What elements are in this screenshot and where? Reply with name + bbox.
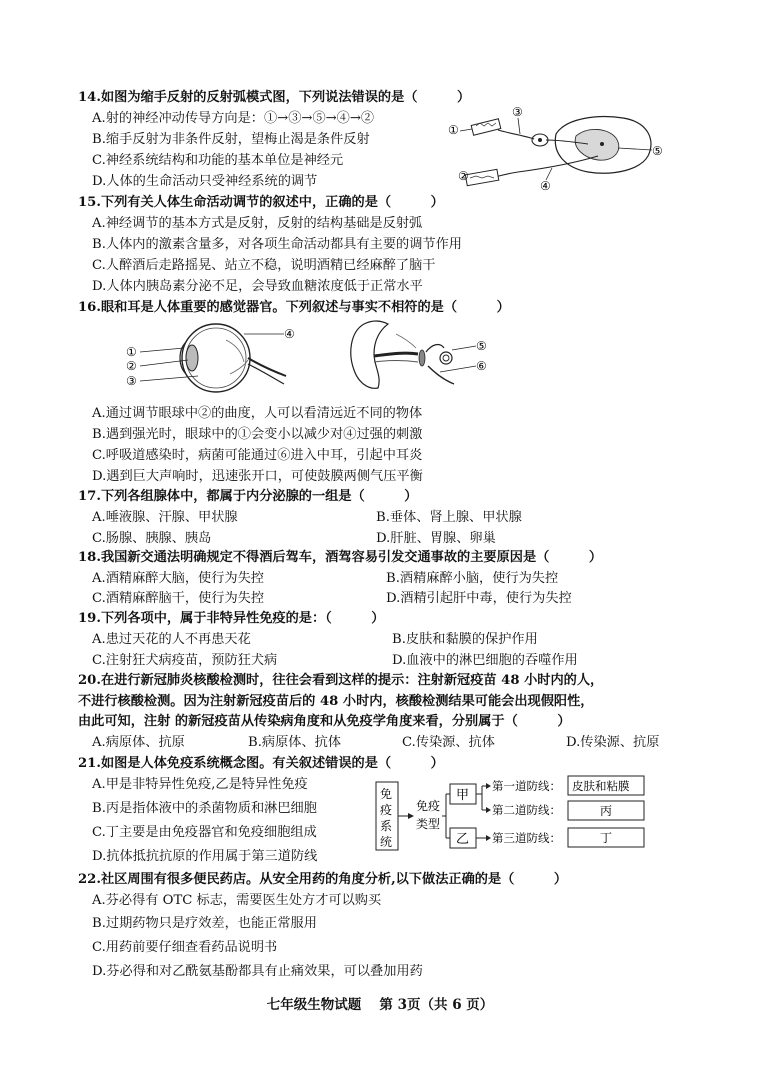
- question-14-option-a: A.射的神经冲动传导方向是：①→③→⑤→④→②: [92, 111, 375, 126]
- question-18-option-b: B.酒精麻醉小脑，使行为失控: [386, 571, 559, 586]
- question-21-option-c: C.丁主要是由免疫器官和免疫细胞组成: [92, 825, 317, 840]
- question-18-stem: 18.我国新交通法明确规定不得酒后驾车，酒驾容易引发交通事故的主要原因是（ ）: [78, 550, 603, 565]
- question-18-option-a: A.酒精麻醉大脑，使行为失控: [92, 571, 264, 586]
- question-22-stem: 22.社区周围有很多便民药店。从安全用药的角度分析,以下做法正确的是（ ）: [78, 872, 568, 887]
- reflex-label-1: ①: [448, 123, 459, 137]
- question-20-option-c: C.传染源、抗体: [402, 735, 495, 750]
- question-17-option-d: D.肝脏、胃腺、卵巢: [376, 531, 496, 546]
- question-18-option-d: D.酒精引起肝中毒，使行为失控: [386, 591, 572, 606]
- diagram-jia: 甲: [456, 788, 470, 803]
- question-22-option-b: B.过期药物只是疗效差，也能正常服用: [92, 916, 317, 931]
- question-21-option-b: B.丙是指体液中的杀菌物质和淋巴细胞: [92, 801, 317, 816]
- diagram-root-char-3: 系: [380, 819, 393, 833]
- diagram-root-char-4: 统: [380, 835, 393, 849]
- question-16-option-d: D.遇到巨大声响时，迅速张开口，可使鼓膜两侧气压平衡: [92, 469, 423, 484]
- ear-figure: [344, 314, 504, 398]
- diagram-root-char-1: 免: [380, 787, 393, 801]
- question-22-option-d: D.芬必得和对乙酰氨基酚都具有止痛效果，可以叠加用药: [92, 964, 423, 979]
- eye-label-4: ④: [284, 327, 295, 341]
- eye-label-3: ③: [126, 374, 137, 388]
- diagram-line-1-value: 皮肤和粘膜: [572, 779, 630, 793]
- question-19-option-b: B.皮肤和黏膜的保护作用: [392, 632, 538, 647]
- reflex-label-5: ⑤: [652, 144, 663, 158]
- diagram-type-label-line-2: 类型: [416, 817, 441, 831]
- question-19-option-c: C.注射狂犬病疫苗，预防狂犬病: [92, 653, 278, 668]
- question-17-option-a: A.唾液腺、汗腺、甲状腺: [92, 510, 238, 525]
- diagram-line-1-label: 第一道防线：: [492, 779, 561, 793]
- reflex-label-4: ④: [540, 179, 551, 192]
- question-15-stem: 15.下列有关人体生命活动调节的叙述中，正确的是（ ）: [78, 195, 444, 210]
- diagram-type-label-line-1: 免疫: [416, 799, 441, 813]
- question-16-option-b: B.遇到强光时，眼球中的①会变小以减少对④过强的刺激: [92, 427, 423, 442]
- diagram-line-2-label: 第二道防线：: [492, 803, 561, 817]
- diagram-line-2-value: 丙: [600, 804, 613, 818]
- question-22-option-c: C.用药前要仔细查看药品说明书: [92, 940, 278, 955]
- diagram-yi: 乙: [456, 832, 470, 847]
- question-20-option-b: B.病原体、抗体: [248, 735, 342, 750]
- question-20-stem-line-3: 由此可知，注射 的新冠疫苗从传染病角度和从免疫学角度来看，分别属于（ ）: [78, 714, 571, 729]
- question-15-option-b: B.人体内的激素含量多，对各项生命活动都具有主要的调节作用: [92, 237, 462, 252]
- question-18-option-c: C.酒精麻醉脑干，使行为失控: [92, 591, 265, 606]
- question-17-stem: 17.下列各组腺体中，都属于内分泌腺的一组是（ ）: [78, 489, 418, 504]
- diagram-line-3-value: 丁: [600, 831, 613, 845]
- question-19-stem: 19.下列各项中，属于非特异性免疫的是：（ ）: [78, 611, 385, 626]
- question-17-option-c: C.肠腺、胰腺、胰岛: [92, 531, 212, 546]
- question-14-stem: 14.如图为缩手反射的反射弧模式图，下列说法错误的是（ ）: [78, 90, 471, 105]
- reflex-arc-figure: [448, 100, 680, 192]
- eye-figure: [126, 318, 306, 398]
- question-19-option-a: A.患过天花的人不再患天花: [92, 632, 251, 647]
- ear-label-6: ⑥: [476, 359, 487, 373]
- reflex-label-2: ②: [458, 169, 469, 183]
- question-17-option-b: B.垂体、肾上腺、甲状腺: [376, 510, 522, 525]
- question-21-option-d: D.抗体抵抗抗原的作用属于第三道防线: [92, 849, 318, 864]
- immune-system-diagram: [372, 772, 652, 860]
- reflex-label-3: ③: [512, 105, 523, 119]
- diagram-line-3-label: 第三道防线：: [492, 831, 561, 845]
- question-15-option-c: C.人醉酒后走路摇晃、站立不稳，说明酒精已经麻醉了脑干: [92, 258, 436, 273]
- question-21-option-a: A.甲是非特异性免疫,乙是特异性免疫: [92, 777, 308, 792]
- diagram-root-char-2: 疫: [380, 803, 393, 817]
- question-16-stem: 16.眼和耳是人体重要的感觉器官。下列叙述与事实不相符的是（ ）: [78, 300, 510, 315]
- question-20-stem-line-2: 不进行核酸检测。因为注射新冠疫苗后的 48 小时内，核酸检测结果可能会出现假阳性，: [78, 694, 594, 709]
- eye-label-2: ②: [126, 359, 137, 373]
- question-14-option-d: D.人体的生命活动只受神经系统的调节: [92, 174, 318, 189]
- page-footer: 七年级生物试题 第 3页（共 6 页）: [266, 997, 494, 1013]
- question-16-option-c: C.呼吸道感染时，病菌可能通过⑥进入中耳，引起中耳炎: [92, 448, 423, 463]
- question-22-option-a: A.芬必得有 OTC 标志，需要医生处方才可以购买: [92, 893, 382, 908]
- eye-label-1: ①: [126, 345, 137, 359]
- question-14-option-b: B.缩手反射为非条件反射，望梅止渴是条件反射: [92, 132, 370, 147]
- question-15-option-a: A.神经调节的基本方式是反射，反射的结构基础是反射弧: [92, 216, 423, 231]
- question-19-option-d: D.血液中的淋巴细胞的吞噬作用: [392, 653, 578, 668]
- question-20-option-a: A.病原体、抗原: [92, 735, 185, 750]
- question-14-option-c: C.神经系统结构和功能的基本单位是神经元: [92, 153, 344, 168]
- question-21-stem: 21.如图是人体免疫系统概念图。有关叙述错误的是（ ）: [78, 756, 444, 771]
- question-16-option-a: A.通过调节眼球中②的曲度，人可以看清远近不同的物体: [92, 406, 423, 421]
- question-15-option-d: D.人体内胰岛素分泌不足，会导致血糖浓度低于正常水平: [92, 279, 423, 294]
- question-20-stem-line-1: 20.在进行新冠肺炎核酸检测时，往往会看到这样的提示：注射新冠疫苗 48 小时内的人，: [78, 673, 604, 688]
- question-20-option-d: D.传染源、抗原: [566, 735, 660, 750]
- ear-label-5: ⑤: [476, 339, 487, 353]
